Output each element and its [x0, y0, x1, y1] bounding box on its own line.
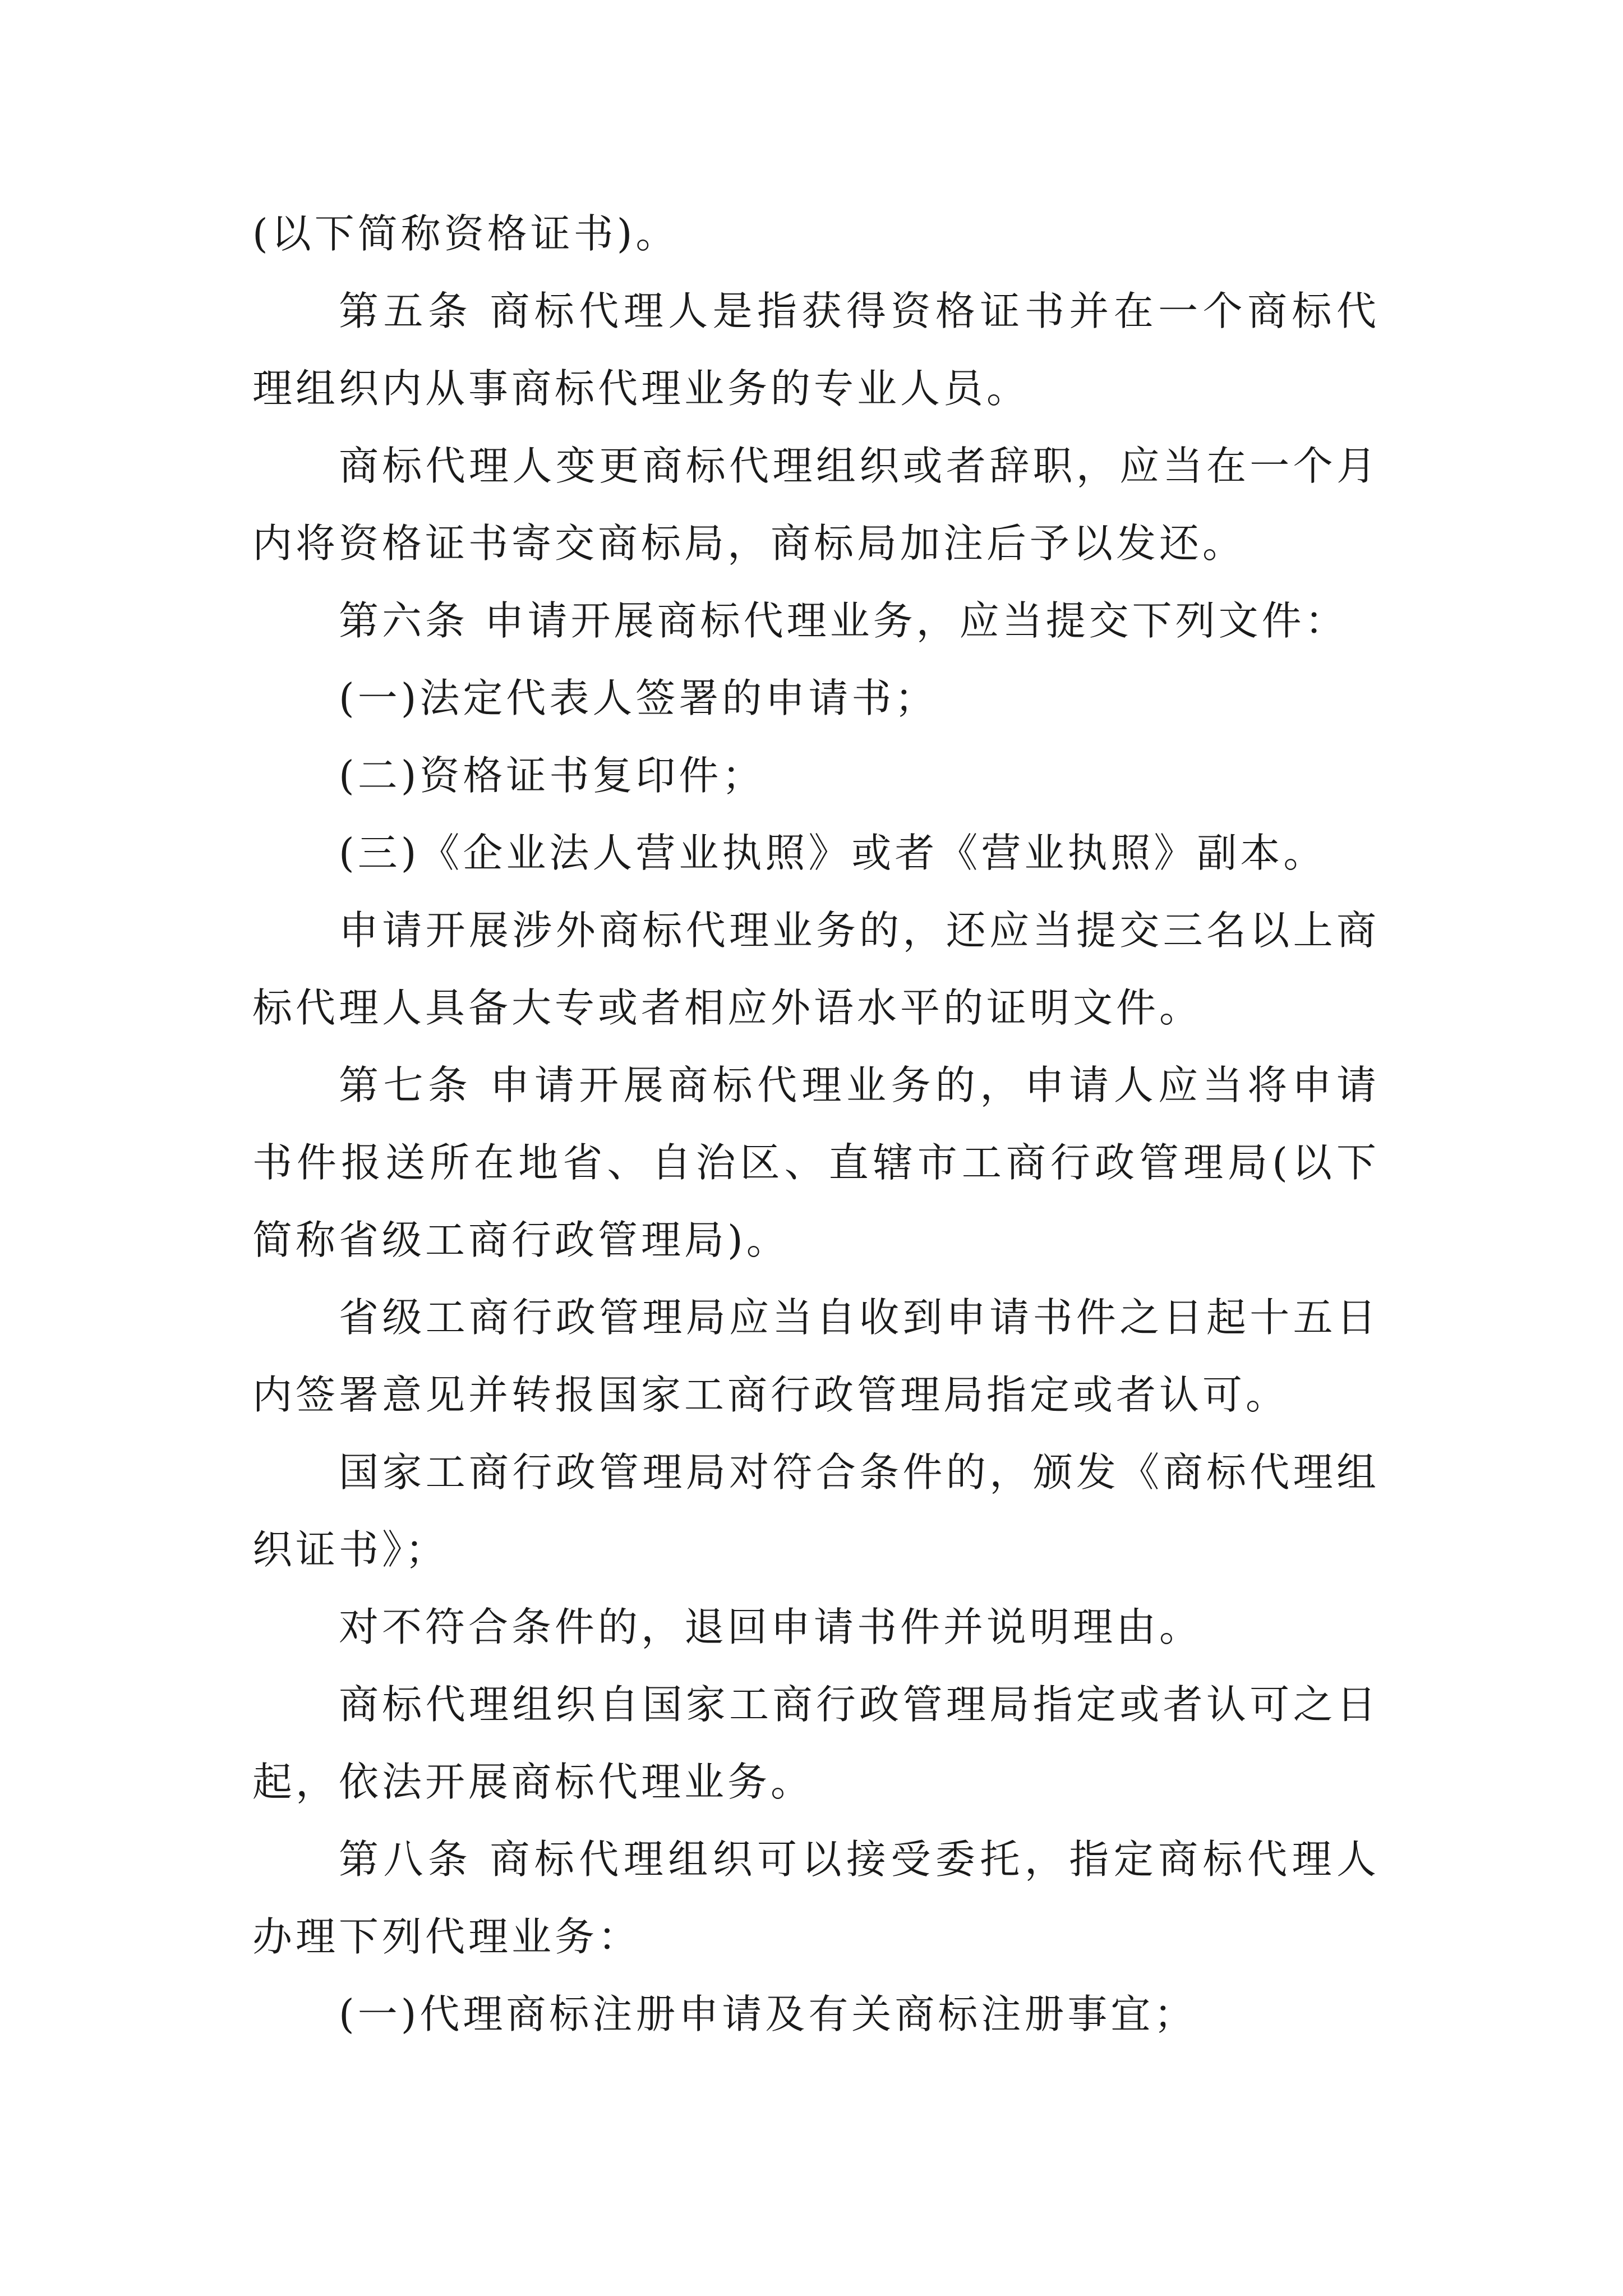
paragraph-10: 省级工商行政管理局应当自收到申请书件之日起十五日内签署意见并转报国家工商行政管理局指定或者认可。 [252, 1294, 1380, 1418]
paragraph-15: (一)代理商标注册申请及有关商标注册事宜； [339, 1991, 1197, 2037]
paragraph-14: 第八条 商标代理组织可以接受委托，指定商标代理人办理下列代理业务： [252, 1836, 1380, 1960]
paragraph-5: (一)法定代表人签署的申请书； [339, 675, 938, 721]
paragraph-7: (三)《企业法人营业执照》或者《营业执照》副本。 [339, 830, 1327, 876]
paragraph-3: 商标代理人变更商标代理组织或者辞职，应当在一个月内将资格证书寄交商标局，商标局加注后予以发还。 [252, 443, 1380, 567]
paragraph-9: 第七条 申请开展商标代理业务的，申请人应当将申请书件报送所在地省、自治区、直辖市工商行政管理局(以下简称省级工商行政管理局)。 [252, 1062, 1380, 1263]
document-body [252, 195, 1380, 2053]
paragraph-12: 对不符合条件的，退回申请书件并说明理由。 [339, 1604, 1203, 1650]
paragraph-4: 第六条 申请开展商标代理业务，应当提交下列文件： [339, 597, 1348, 644]
paragraph-8: 申请开展涉外商标代理业务的，还应当提交三名以上商标代理人具备大专或者相应外语水平的证明文件。 [252, 907, 1380, 1031]
paragraph-11: 国家工商行政管理局对符合条件的，颁发《商标代理组织证书》； [252, 1449, 1380, 1573]
paragraph-13: 商标代理组织自国家工商行政管理局指定或者认可之日起，依法开展商标代理业务。 [252, 1681, 1380, 1805]
paragraph-6: (二)资格证书复印件； [339, 752, 766, 799]
paragraph-2: 第五条 商标代理人是指获得资格证书并在一个商标代理组织内从事商标代理业务的专业人员。 [252, 288, 1380, 412]
paragraph-1: (以下简称资格证书)。 [252, 210, 679, 257]
